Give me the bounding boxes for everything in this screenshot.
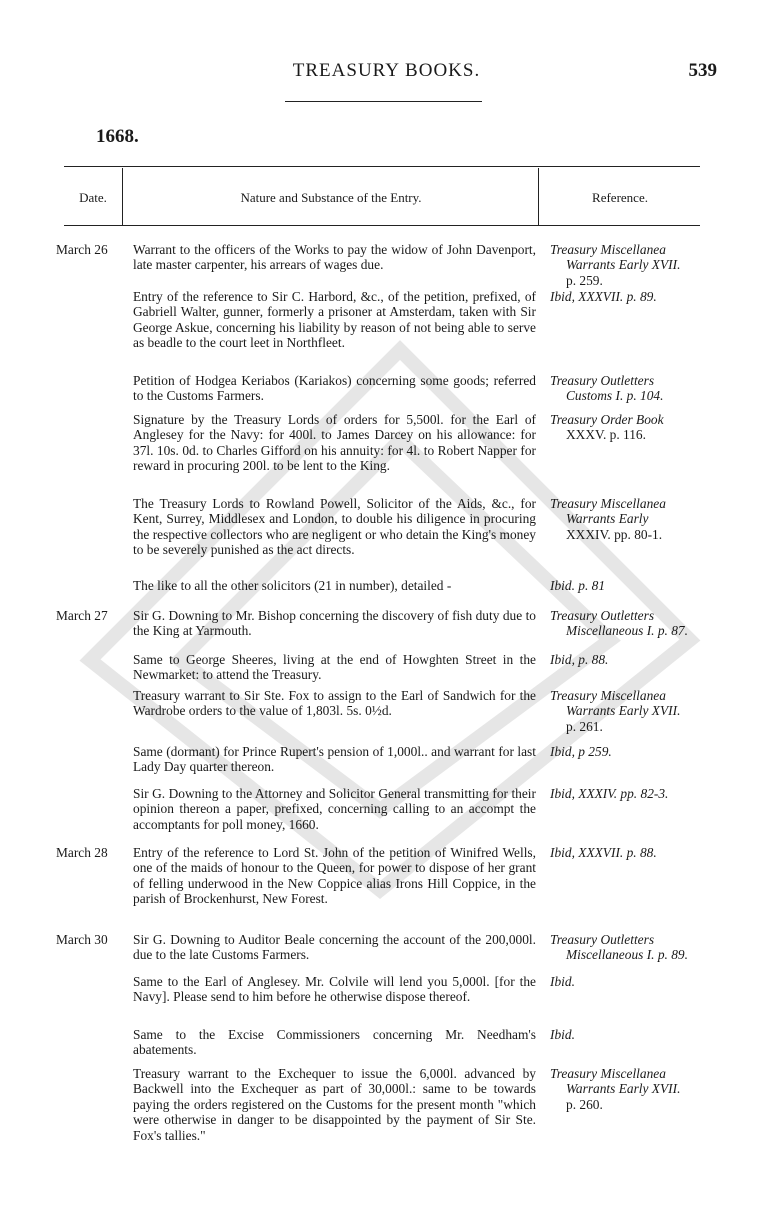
entry-reference — [550, 578, 725, 593]
reference-title: Treasury Miscellanea — [550, 242, 666, 257]
entry-reference — [550, 652, 725, 667]
table-head-rule — [64, 225, 700, 226]
entry-reference — [550, 242, 725, 288]
reference-title: Ibid, p. 88. — [550, 652, 609, 667]
column-divider-reference — [538, 168, 539, 226]
entry-text: Signature by the Treasury Lords of orders for 5,500l. for the Earl of Anglesey for the Navy: for 400l. to James Darcey on his allowance: for 37l. 10s. 0d. to Charles Gifford on his annuity: for 4l. to Robert Napper for reward in procuring 200l. to be lent to the King. — [133, 412, 536, 474]
entry-date: March 30 — [56, 932, 108, 947]
reference-title: Ibid. p. 81 — [550, 578, 606, 593]
entry-text: Entry of the reference to Lord St. John of the petition of Winifred Wells, one of the maids of honour to the Queen, for power to dispose of her grant of felling underwood in the New Coppice alias Irons Hill Coppice, in the parish of Brockenhurst, New Forest. — [133, 845, 536, 907]
entry-text: Same to the Excise Commissioners concerning Mr. Needham's abatements. — [133, 1027, 536, 1058]
entry-text: Same to the Earl of Anglesey. Mr. Colvile will lend you 5,000l. [for the Navy]. Please send to him before he otherwise dispose thereof. — [133, 974, 536, 1005]
entry-reference — [550, 1066, 725, 1112]
entry-date: March 27 — [56, 608, 108, 623]
entry-text: Sir G. Downing to the Attorney and Solicitor General transmitting for their opinion thereon a paper, prefixed, concerning calling to an accompt the accomptants for poll money, 1660. — [133, 786, 536, 832]
year-heading: 1668. — [96, 126, 139, 147]
reference-title: Ibid. — [550, 1027, 575, 1042]
reference-sub: Miscellaneous I. p. 89. — [566, 947, 688, 963]
entry-reference — [550, 744, 725, 759]
reference-title: Ibid, XXXVII. p. 88. — [550, 845, 657, 860]
entry-date: March 26 — [56, 242, 108, 257]
reference-sub: Customs I. p. 104. — [566, 388, 664, 404]
entry-text: Sir G. Downing to Mr. Bishop concerning the discovery of fish duty due to the King at Yarmouth. — [133, 608, 536, 639]
entry-reference — [550, 496, 725, 542]
reference-sub: Warrants Early XVII. — [566, 703, 681, 719]
running-title: TREASURY BOOKS. — [292, 60, 481, 81]
reference-title: Treasury Outletters — [550, 932, 655, 947]
reference-title: Ibid, XXXVII. p. 89. — [550, 289, 657, 304]
entry-reference — [550, 688, 725, 734]
reference-page: p. 260. — [566, 1096, 603, 1112]
entry-text: Same to George Sheeres, living at the end of Howghten Street in the Newmarket: to attend the Treasury. — [133, 652, 536, 683]
column-divider-date — [122, 168, 123, 226]
column-header-nature: Nature and Substance of the Entry. — [240, 190, 422, 205]
reference-title: Treasury Miscellanea — [550, 1066, 666, 1081]
table-top-rule — [64, 166, 700, 167]
reference-page: XXXIV. pp. 80-1. — [566, 526, 663, 542]
entry-reference — [550, 373, 725, 404]
reference-sub: XXXV. p. 116. — [566, 427, 646, 443]
entry-reference — [550, 845, 725, 860]
entry-reference — [550, 608, 725, 639]
reference-sub: Warrants Early XVII. — [566, 257, 681, 273]
column-header-date: Date. — [79, 190, 107, 205]
entry-reference — [550, 289, 725, 304]
entry-reference — [550, 786, 725, 801]
entry-reference — [550, 974, 725, 989]
entry-text: Entry of the reference to Sir C. Harbord, &c., of the petition, prefixed, of Gabriell Walter, gunner, formerly a prisoner at Amsterdam, taken with Sir George Askue, concerning his liability by reason of not being able to serve as beadle to the court leet in Northfleet. — [133, 289, 536, 351]
reference-title: Treasury Order Book — [550, 412, 664, 427]
reference-sub: Miscellaneous I. p. 87. — [566, 623, 688, 639]
entry-reference — [550, 932, 725, 963]
reference-page: p. 261. — [566, 718, 603, 734]
reference-page: p. 259. — [566, 272, 603, 288]
header-rule — [285, 101, 482, 102]
entry-text: Treasury warrant to the Exchequer to issue the 6,000l. advanced by Backwell into the Exchequer as part of 30,000l.: same to be towards paying the orders registered on the Customs for the present month "which were otherwise in danger to be disappointed by the payment of Sir Ste. Fox's tallies." — [133, 1066, 536, 1143]
entry-text: The Treasury Lords to Rowland Powell, Solicitor of the Aids, &c., for Kent, Surrey, Middlesex and London, to double his diligence in procuring the respective collectors who are negligent or who detain the King's money to be severely punished as the act directs. — [133, 496, 536, 558]
entry-text: Sir G. Downing to Auditor Beale concerning the account of the 200,000l. due to the late Customs Farmers. — [133, 932, 536, 963]
page-header — [0, 60, 773, 86]
reference-title: Treasury Miscellanea — [550, 496, 666, 511]
reference-title: Treasury Miscellanea — [550, 688, 666, 703]
entry-text: Treasury warrant to Sir Ste. Fox to assign to the Earl of Sandwich for the Wardrobe orders to the value of 1,803l. 5s. 0½d. — [133, 688, 536, 719]
reference-title: Ibid, p 259. — [550, 744, 612, 759]
column-header-reference: Reference. — [592, 190, 648, 205]
reference-title: Ibid, XXXIV. pp. 82-3. — [550, 786, 669, 801]
reference-title: Treasury Outletters — [550, 608, 655, 623]
reference-title: Ibid. — [550, 974, 575, 989]
entry-reference — [550, 412, 725, 443]
entry-reference — [550, 1027, 725, 1042]
entry-text: Same (dormant) for Prince Rupert's pension of 1,000l.. and warrant for last Lady Day quarter thereon. — [133, 744, 536, 775]
entry-text: The like to all the other solicitors (21 in number), detailed - — [133, 578, 452, 593]
entry-date: March 28 — [56, 845, 108, 860]
reference-sub: Warrants Early XVII. — [566, 1081, 681, 1097]
reference-sub: Warrants Early — [566, 511, 649, 527]
entry-text: Warrant to the officers of the Works to pay the widow of John Davenport, late master carpenter, his arrears of wages due. — [133, 242, 536, 273]
reference-title: Treasury Outletters — [550, 373, 655, 388]
entry-text: Petition of Hodgea Keriabos (Kariakos) concerning some goods; referred to the Customs Farmers. — [133, 373, 536, 404]
page-number: 539 — [688, 60, 717, 81]
